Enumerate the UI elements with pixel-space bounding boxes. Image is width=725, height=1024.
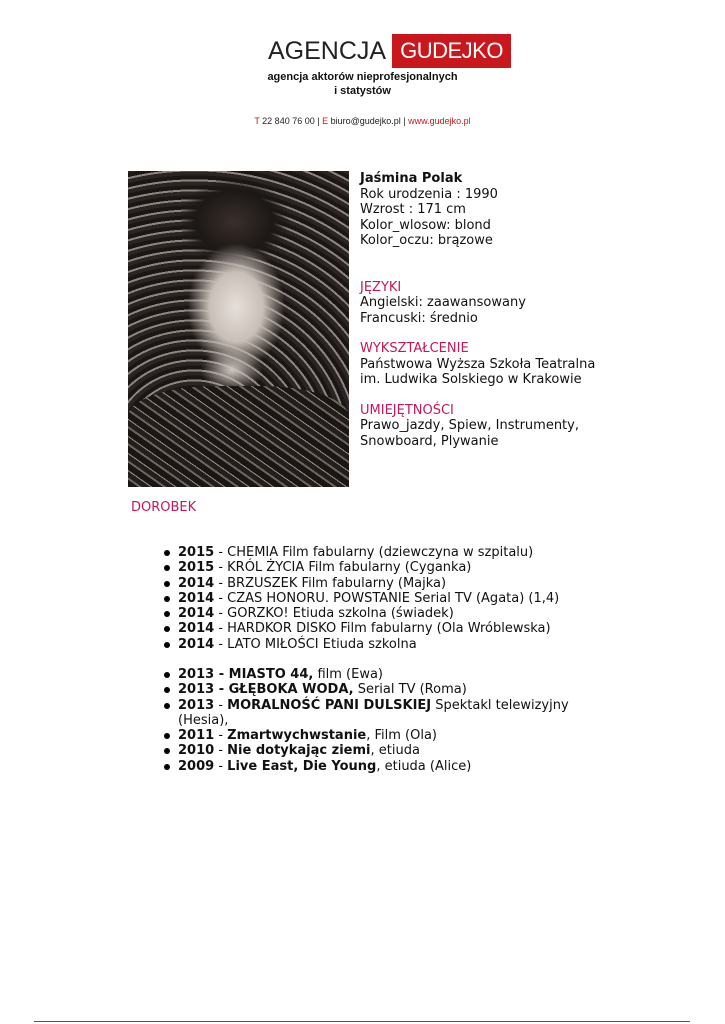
list-item: 2014 - HARDKOR DISKO Film fabularny (Ola Wróblewska) xyxy=(162,621,582,636)
language-item: Angielski: zaawansowany xyxy=(360,295,526,310)
portrait-photo xyxy=(128,171,349,487)
works-list-recent xyxy=(162,545,582,652)
education-line: im. Ludwika Solskiego w Krakowie xyxy=(360,372,582,387)
list-item: 2014 - GORZKO! Etiuda szkolna (świadek) xyxy=(162,606,582,621)
education-line: Państwowa Wyższa Szkoła Teatralna xyxy=(360,356,596,372)
list-item: 2014 - LATO MIŁOŚCI Etiuda szkolna xyxy=(162,637,582,652)
list-item: 2014 - BRZUSZEK Film fabularny (Majka) xyxy=(162,576,582,591)
actor-name: Jaśmina Polak xyxy=(360,171,463,186)
list-item: 2009 - Live East, Die Young, etiuda (Alice) xyxy=(162,759,582,774)
eye-color: Kolor_oczu: brązowe xyxy=(360,233,493,248)
tagline-line-2: i statystów xyxy=(334,85,391,97)
profile-info xyxy=(360,171,700,449)
list-item: 2010 - Nie dotykając ziemi, etiuda xyxy=(162,743,582,758)
languages-heading: JĘZYKI xyxy=(360,279,402,295)
tagline-line-1: agencja aktorów nieprofesjonalnych xyxy=(267,71,458,83)
skills-line: Snowboard, Plywanie xyxy=(360,433,499,449)
email-label: E xyxy=(322,116,329,126)
hair-color: Kolor_wlosow: blond xyxy=(360,217,491,233)
skills-line: Prawo_jazdy, Spiew, Instrumenty, xyxy=(360,418,579,433)
dorobek-heading: DOROBEK xyxy=(131,500,197,515)
skills-heading: UMIEJĘTNOŚCI xyxy=(360,402,454,418)
phone-number: 22 840 76 00 | xyxy=(259,116,323,126)
list-item: 2011 - Zmartwychwstanie, Film (Ola) xyxy=(162,728,582,743)
list-item: 2015 - KRÓL ŻYCIA Film fabularny (Cyganka) xyxy=(162,560,582,575)
list-item: 2013 - MIASTO 44, film (Ewa) xyxy=(162,667,582,682)
agency-tagline xyxy=(0,70,725,98)
list-item: 2013 - GŁĘBOKA WODA, Serial TV (Roma) xyxy=(162,682,582,697)
phone-label: T xyxy=(254,116,260,126)
height: Wzrost : 171 cm xyxy=(360,202,466,217)
agency-logo xyxy=(268,34,511,68)
logo-text-agencja: AGENCJA xyxy=(268,37,387,65)
logo-text-gudejko: GUDEJKO xyxy=(392,34,511,68)
contact-line xyxy=(0,116,725,126)
email-link[interactable]: biuro@gudejko.pl | xyxy=(328,116,409,126)
list-item: 2013 - MORALNOŚĆ PANI DULSKIEJ Spektakl telewizyjny (Hesia), xyxy=(162,698,582,729)
website-link[interactable]: www.gudejko.pl xyxy=(408,116,471,126)
list-item: 2015 - CHEMIA Film fabularny (dziewczyna w szpitalu) xyxy=(162,545,582,560)
birth-year: Rok urodzenia : 1990 xyxy=(360,186,498,202)
list-item: 2014 - CZAS HONORU. POWSTANIE Serial TV (Agata) (1,4) xyxy=(162,591,582,606)
education-heading: WYKSZTAŁCENIE xyxy=(360,341,469,356)
language-item: Francuski: średnio xyxy=(360,310,478,326)
footer-divider xyxy=(34,1021,690,1022)
works-list-earlier xyxy=(162,667,582,774)
